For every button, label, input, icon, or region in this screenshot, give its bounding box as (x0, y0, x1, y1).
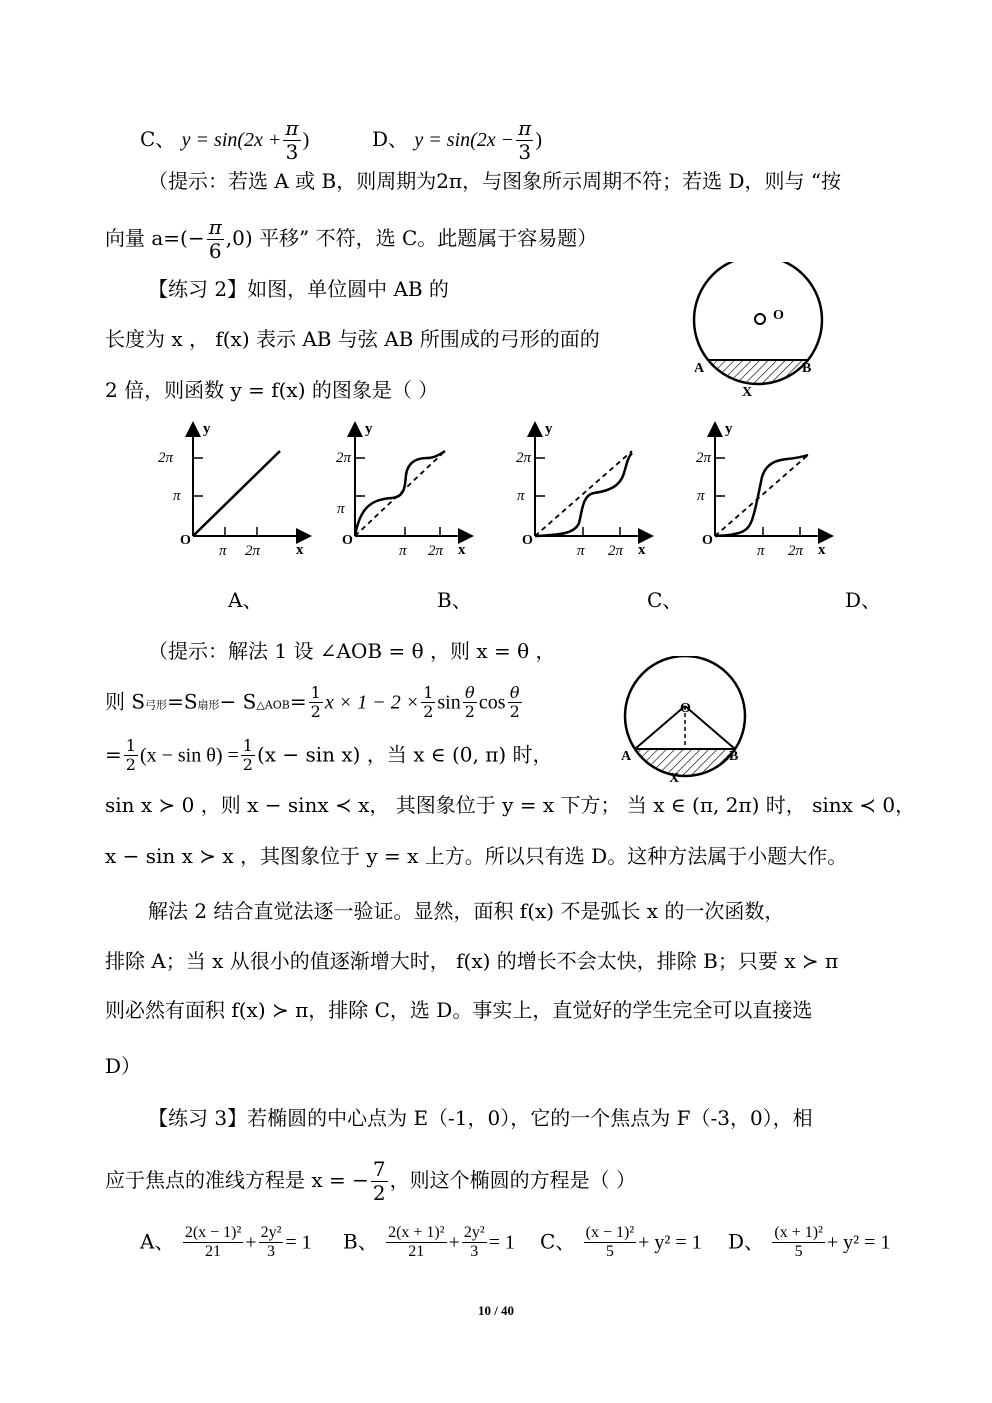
svg-text:2π: 2π (516, 450, 532, 466)
svg-text:π: π (577, 543, 585, 559)
svg-text:y: y (545, 421, 553, 437)
graph-a-curve (193, 451, 280, 536)
svg-text:2π: 2π (608, 543, 624, 559)
exercise2-line3: 2 倍，则函数 y = f(x) 的图象是（ ） (105, 378, 439, 402)
svg-text:2π: 2π (788, 543, 804, 559)
svg-text:x: x (818, 542, 826, 558)
option-b: B、 $\frac{\text{2(x + 1)²}}{21}$ + $\frac{\text{2y²}}{3}$ = 1 (343, 1224, 515, 1261)
solution2-line1: 解法 2 结合直觉法逐一验证。显然，面积 f(x) 不是弧长 x 的一次函数， (148, 899, 785, 923)
page-number: 10 / 40 (477, 1303, 515, 1318)
svg-text:O: O (180, 533, 191, 548)
svg-text:x: x (458, 542, 466, 558)
solution1-line4: sin x ≻ 0 ，则 x − sinx ≺ x， 其图象位于 y = x 下方； 当 x ∈ (π, 2π) 时， sinx ≺ 0， (105, 793, 916, 817)
label-b: B (802, 361, 812, 376)
exercise2-line1: 【练习 2】如图，单位圆中 AB 的 (148, 277, 449, 301)
svg-text:π: π (757, 543, 765, 559)
svg-text:π: π (173, 488, 181, 504)
svg-text:π: π (517, 488, 525, 504)
exercise3-line1: 【练习 3】若椭圆的中心点为 E（-1，0），它的一个焦点为 F（-3，0），相 (148, 1106, 813, 1130)
svg-text:π: π (337, 501, 345, 517)
svg-text:2π: 2π (158, 450, 174, 466)
hint1-line1: （提示：若选 A 或 B，则周期为2π，与图象所示周期不符；若选 D，则与 “按 (148, 169, 842, 193)
label-x-2: X (669, 771, 680, 786)
graph-label-c: C、 (647, 588, 683, 612)
solution1-line2: 则 S弓形=S扇形− S△AOB= $\frac{1}{2}$ x × 1 − 2 × $\frac{1}{2}$ sin $\frac{\theta}{2}$ cos $\frac{\theta}{2}$ (105, 683, 520, 722)
label-a-2: A (621, 749, 632, 764)
option-c-top: C、 y = sin(2x + $\frac{\pi}{3}$ ) (140, 116, 310, 164)
graph-b (336, 421, 470, 559)
svg-text:π: π (697, 488, 705, 504)
graph-d (696, 421, 830, 559)
svg-text:2π: 2π (696, 450, 712, 466)
hint1-line2: 向量 a=(− $\frac{\pi}{6}$ ,0) 平移” 不符，选 C。此题属于容易题） (105, 215, 598, 263)
label-a: A (694, 361, 705, 376)
svg-text:y: y (203, 421, 211, 437)
graph-c (516, 421, 650, 559)
exercise2-line2: 长度为 x ， f(x) 表示 AB 与弦 AB 所围成的弓形的面的 (105, 327, 600, 351)
exercise3-line2: 应于焦点的准线方程是 x = − $\frac{7}{2}$ ，则这个椭圆的方程是（ ） (105, 1157, 636, 1205)
label-x: X (742, 385, 753, 400)
option-c: C、 $\frac{\text{(x − 1)²}}{5}$ + y² = 1 (540, 1224, 702, 1261)
option-c-formula: y = sin(2x + (181, 129, 282, 151)
unit-circle-figure (688, 262, 828, 402)
triangle-aob-figure (615, 656, 755, 786)
graph-label-a: A、 (228, 588, 263, 612)
graph-label-d: D、 (845, 588, 882, 612)
center-point (755, 314, 765, 324)
label-o-2: O (680, 701, 691, 716)
svg-text:x: x (638, 542, 646, 558)
option-d-formula: y = sin(2x − (414, 129, 515, 151)
svg-text:2π: 2π (428, 543, 444, 559)
graphs-panel (140, 415, 860, 565)
svg-text:x: x (296, 542, 304, 558)
option-d-top: D、 y = sin(2x − $\frac{\pi}{3}$ ) (372, 116, 542, 164)
svg-text:O: O (342, 533, 353, 548)
svg-text:2π: 2π (245, 543, 261, 559)
graph-label-b: B、 (437, 588, 472, 612)
svg-text:y: y (725, 421, 733, 437)
option-d: D、 $\frac{\text{(x + 1)²}}{5}$ + y² = 1 (728, 1224, 891, 1261)
solution1-line5: x − sin x ≻ x ，其图象位于 y = x 上方。所以只有选 D。这种方法属于小题大作。 (105, 844, 848, 868)
solution2-line2: 排除 A；当 x 从很小的值逐渐增大时， f(x) 的增长不会太快，排除 B；只要 x ≻ π (105, 949, 839, 973)
svg-text:π: π (399, 543, 407, 559)
option-a: A、 $\frac{\text{2(x − 1)²}}{21}$ + $\frac{\text{2y²}}{3}$ = 1 (140, 1224, 312, 1261)
svg-text:y: y (365, 421, 373, 437)
svg-text:O: O (702, 533, 713, 548)
label-o: O (773, 308, 784, 323)
solution1-line3: = $\frac{1}{2}$ (x − sin θ) = $\frac{1}{2}$ (x − sin x) ，当 x ∈ (0, π) 时， (105, 736, 553, 775)
svg-text:2π: 2π (336, 450, 352, 466)
label-b-2: B (729, 749, 739, 764)
solution2-line4: D） (105, 1054, 142, 1078)
solution2-line3: 则必然有面积 f(x) ≻ π，排除 C，选 D。事实上，直觉好的学生完全可以直接选 (105, 998, 813, 1022)
svg-text:O: O (522, 533, 533, 548)
solution1-line1: （提示：解法 1 设 ∠AOB = θ ，则 x = θ ， (148, 639, 556, 663)
svg-text:π: π (219, 543, 227, 559)
graph-a (158, 421, 308, 559)
